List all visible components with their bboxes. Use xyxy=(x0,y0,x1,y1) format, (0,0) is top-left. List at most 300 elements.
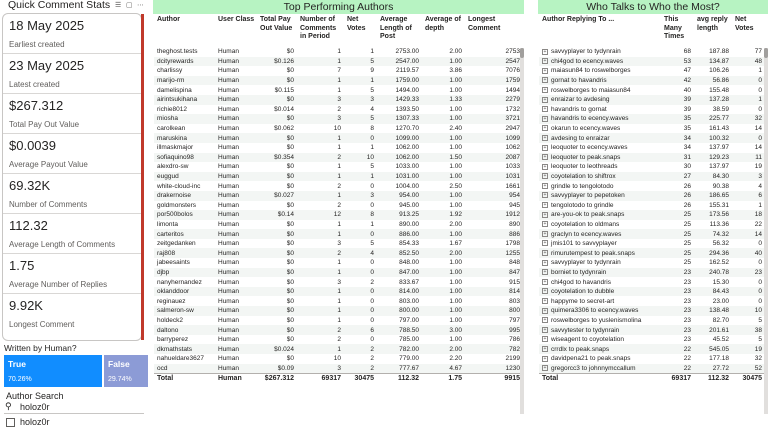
expand-icon[interactable]: + xyxy=(543,115,547,122)
expand-icon[interactable]: + xyxy=(543,230,547,237)
column-header-average-depth[interactable]: Average of depth xyxy=(425,16,461,32)
table-row[interactable] xyxy=(154,258,523,268)
table-row[interactable] xyxy=(539,143,765,153)
expand-icon[interactable]: + xyxy=(543,154,547,161)
table-row[interactable] xyxy=(154,344,523,354)
table-cell: 35 xyxy=(661,114,694,124)
table-cell: drakernoise xyxy=(154,191,215,201)
table-cell: marijo-rm xyxy=(154,76,215,86)
table-row[interactable] xyxy=(154,277,523,287)
table-cell: 788.50 xyxy=(377,325,422,335)
table-row[interactable] xyxy=(154,114,523,124)
expand-icon[interactable]: + xyxy=(543,307,547,314)
table-cell xyxy=(539,220,661,230)
table-cell: 8 xyxy=(344,210,377,220)
table-cell: 155.31 xyxy=(709,201,729,209)
table-cell: 2.50 xyxy=(449,182,462,190)
table-cell: carteritos xyxy=(154,229,215,239)
table-cell: Human xyxy=(218,220,239,228)
table-cell: 2.00 xyxy=(449,220,462,228)
table-row[interactable] xyxy=(539,210,765,220)
table-cell: 240.78 xyxy=(694,268,732,278)
table-row[interactable] xyxy=(539,229,765,239)
table-cell: 1004.00 xyxy=(395,182,419,190)
pair-label: rimurutempest to peak.snaps xyxy=(551,249,635,257)
table-cell: 0 xyxy=(758,278,762,286)
table-cell: $0 xyxy=(286,220,294,228)
table-cell: $0 xyxy=(286,163,294,171)
human-true-segment[interactable] xyxy=(4,355,102,387)
table-cell: $0 xyxy=(257,306,297,316)
table-cell: 2 xyxy=(297,153,344,163)
table-row[interactable] xyxy=(539,268,765,278)
table-cell: 2753 xyxy=(505,48,520,56)
expand-icon[interactable]: + xyxy=(543,345,547,352)
table-row[interactable] xyxy=(539,124,765,134)
expand-icon[interactable]: + xyxy=(543,77,547,84)
table-cell: 0 xyxy=(758,297,762,305)
expand-icon[interactable]: + xyxy=(543,67,547,74)
table-cell: 915 xyxy=(509,278,520,286)
table-row[interactable] xyxy=(539,47,765,57)
pair-label: savvyplayer to pepetoken xyxy=(551,192,625,200)
table-cell: illmaskmajor xyxy=(157,144,194,152)
stat-value: 18 May 2025 xyxy=(9,18,85,33)
table-cell: 35 xyxy=(683,125,691,133)
table-cell: 113.36 xyxy=(709,220,729,228)
table-cell: 1.00 xyxy=(422,191,465,201)
stat-value: 1.75 xyxy=(9,258,35,273)
total-cell: Total xyxy=(539,373,661,384)
stats-header xyxy=(0,0,148,12)
table-cell: 12 xyxy=(297,210,344,220)
table-cell: 1 xyxy=(337,297,341,305)
table-row[interactable] xyxy=(154,181,523,191)
table-row[interactable] xyxy=(539,85,765,95)
author-option[interactable] xyxy=(6,417,146,429)
column-header-net-votes[interactable]: Net Votes xyxy=(735,16,754,32)
table-row[interactable] xyxy=(154,57,523,67)
table-cell: 10 xyxy=(732,306,765,316)
table-cell: 1 xyxy=(758,67,762,75)
table-cell: 1.00 xyxy=(449,201,462,209)
table-row[interactable] xyxy=(539,325,765,335)
pair-label: savvyplayer to tydynrain xyxy=(551,48,621,56)
pair-label: havandris to gornat xyxy=(551,105,607,113)
table-cell: 10 xyxy=(333,125,341,133)
table-cell: zeitgedanken xyxy=(157,240,196,248)
table-cell: 1.00 xyxy=(449,144,462,152)
table-cell: 2 xyxy=(297,248,344,258)
table-cell: 1255 xyxy=(465,248,523,258)
table-row[interactable] xyxy=(539,57,765,67)
table-cell xyxy=(539,239,661,249)
table-cell: 1 xyxy=(337,163,341,171)
table-cell: Human xyxy=(215,344,257,354)
total-cell: 69317 xyxy=(661,373,694,384)
table-cell xyxy=(539,316,661,326)
more-options-icon[interactable]: ⋯ xyxy=(137,2,144,9)
table-cell: 25 xyxy=(661,229,694,239)
table-row[interactable] xyxy=(539,316,765,326)
table-cell: 1.00 xyxy=(449,316,462,324)
table-cell: 100.32 xyxy=(694,133,732,143)
table-cell: theghost.tests xyxy=(157,48,198,56)
table-row[interactable] xyxy=(154,287,523,297)
pair-label: grindle to tengolotodo xyxy=(551,182,614,190)
table-row[interactable] xyxy=(539,153,765,163)
total-cell: 30475 xyxy=(732,373,765,384)
table-cell: daltono xyxy=(154,325,215,335)
stat-label: Longest Comment xyxy=(9,320,75,329)
human-chart-title: Written by Human? xyxy=(4,343,77,353)
column-header-average-length[interactable]: Average Length of Post xyxy=(380,16,412,40)
table-cell: 162.52 xyxy=(709,259,729,267)
table-cell xyxy=(539,153,661,163)
table-cell: Human xyxy=(218,336,239,344)
table-row[interactable] xyxy=(154,239,523,249)
expand-icon[interactable]: + xyxy=(543,202,547,209)
who-talks-scrollbar[interactable] xyxy=(764,48,768,414)
column-header-user-class[interactable]: User Class xyxy=(218,16,255,23)
table-row[interactable] xyxy=(154,210,523,220)
stat-label: Earliest created xyxy=(9,40,65,49)
table-cell: $0.115 xyxy=(274,86,294,94)
table-cell: Human xyxy=(218,316,239,324)
table-cell: por500bolos xyxy=(154,210,215,220)
expand-icon[interactable]: + xyxy=(543,259,547,266)
table-row[interactable] xyxy=(154,364,523,374)
table-cell: 800 xyxy=(465,306,523,316)
table-row[interactable] xyxy=(154,325,523,335)
expand-icon[interactable]: + xyxy=(543,298,547,305)
table-cell: 1661 xyxy=(505,182,520,190)
table-row[interactable] xyxy=(154,153,523,163)
pair-label: okarun to ecency.waves xyxy=(551,125,621,133)
expand-icon[interactable]: + xyxy=(543,48,547,55)
table-row[interactable] xyxy=(539,220,765,230)
table-cell: 1 xyxy=(297,57,344,67)
table-row[interactable] xyxy=(539,239,765,249)
table-row[interactable] xyxy=(154,66,523,76)
table-cell: 77 xyxy=(754,48,762,56)
table-cell: 9 xyxy=(370,67,374,75)
table-cell: 1.00 xyxy=(449,259,462,267)
expand-icon[interactable]: + xyxy=(543,106,547,113)
table-row[interactable] xyxy=(539,344,765,354)
table-cell: 40 xyxy=(732,248,765,258)
expand-icon[interactable]: + xyxy=(543,96,547,103)
table-cell: 786 xyxy=(509,336,520,344)
table-row[interactable] xyxy=(154,335,523,345)
expand-icon[interactable]: + xyxy=(543,240,547,247)
table-cell: dkmathstats xyxy=(154,344,215,354)
expand-icon[interactable]: + xyxy=(543,163,547,170)
table-cell: 90.38 xyxy=(712,182,729,190)
table-cell: reginauez xyxy=(157,297,186,305)
table-cell: 68 xyxy=(683,48,691,56)
table-cell: $0 xyxy=(286,182,294,190)
table-cell: 1 xyxy=(297,76,344,86)
table-cell: Human xyxy=(215,229,257,239)
table-row[interactable] xyxy=(539,114,765,124)
table-cell xyxy=(539,268,661,278)
table-row[interactable] xyxy=(154,268,523,278)
pair-label: chi4god to ecency.waves xyxy=(551,57,624,65)
table-cell: sofiaquino98 xyxy=(154,153,215,163)
table-cell xyxy=(539,277,661,287)
table-row[interactable] xyxy=(539,133,765,143)
table-row[interactable] xyxy=(154,296,523,306)
table-cell: $0 xyxy=(257,114,297,124)
table-cell: 6 xyxy=(344,325,377,335)
table-cell: 1 xyxy=(297,287,344,297)
table-cell: 1732 xyxy=(505,105,520,113)
table-row[interactable] xyxy=(539,181,765,191)
pair-label: leoquoter to peak.snaps xyxy=(551,153,621,161)
expand-icon[interactable]: + xyxy=(543,269,547,276)
table-cell: 886.00 xyxy=(377,229,422,239)
table-row[interactable] xyxy=(154,191,523,201)
table-cell: 847 xyxy=(465,268,523,278)
table-row[interactable] xyxy=(154,306,523,316)
column-header-longest-comment[interactable]: Longest Comment xyxy=(468,16,501,32)
table-cell: 39 xyxy=(661,95,694,105)
table-row[interactable] xyxy=(539,76,765,86)
table-cell: 137.28 xyxy=(694,95,732,105)
table-cell: 1 xyxy=(297,191,344,201)
table-cell: 2 xyxy=(344,364,377,374)
table-cell: 0 xyxy=(758,259,762,267)
table-cell: 56.86 xyxy=(694,76,732,86)
column-header-avg-reply-length[interactable]: avg reply length xyxy=(697,16,728,32)
table-cell: 30 xyxy=(683,163,691,171)
table-row[interactable] xyxy=(539,354,765,364)
filter-icon[interactable]: ☰ xyxy=(115,2,122,9)
table-row[interactable] xyxy=(154,133,523,143)
table-cell: 5 xyxy=(370,240,374,248)
table-row[interactable] xyxy=(539,248,765,258)
table-cell: 1.33 xyxy=(422,95,465,105)
table-row[interactable] xyxy=(539,296,765,306)
written-by-human-chart xyxy=(2,343,148,387)
pair-label: graclyn to ecency.waves xyxy=(551,230,622,238)
table-row[interactable] xyxy=(539,172,765,182)
pair-label: savvytester to tydynrain xyxy=(551,326,620,334)
expand-icon[interactable]: + xyxy=(543,125,547,132)
expand-icon[interactable]: + xyxy=(543,355,547,362)
table-cell: salmeron-sw xyxy=(154,306,215,316)
table-row[interactable] xyxy=(154,162,523,172)
table-row[interactable] xyxy=(154,354,523,364)
table-cell: 0 xyxy=(370,297,374,305)
table-row[interactable] xyxy=(154,229,523,239)
table-row[interactable] xyxy=(154,95,523,105)
table-cell: $0 xyxy=(286,48,294,56)
column-header-author[interactable]: Author xyxy=(157,16,180,23)
table-row[interactable] xyxy=(539,66,765,76)
table-row[interactable] xyxy=(154,316,523,326)
table-cell: ocd xyxy=(154,364,215,374)
table-cell: 23 xyxy=(683,316,691,324)
table-row[interactable] xyxy=(154,220,523,230)
table-row[interactable] xyxy=(539,191,765,201)
table-cell: 1.00 xyxy=(449,105,462,113)
table-row[interactable] xyxy=(154,248,523,258)
focus-mode-icon[interactable]: ▢ xyxy=(126,2,133,9)
table-cell: 3 xyxy=(337,240,341,248)
pair-label: leoquoter to ecency.waves xyxy=(551,144,628,152)
table-cell: Human xyxy=(218,67,239,75)
table-cell: 3 xyxy=(297,114,344,124)
scroll-thumb[interactable] xyxy=(520,48,524,58)
expand-icon[interactable]: + xyxy=(543,58,547,65)
table-row[interactable] xyxy=(154,172,523,182)
table-row[interactable] xyxy=(539,287,765,297)
column-header-author-replying-to[interactable]: Author Replying To ... xyxy=(542,16,615,23)
table-cell: 52 xyxy=(732,364,765,374)
top-authors-scrollbar[interactable] xyxy=(520,48,524,414)
table-cell: 74.32 xyxy=(694,229,732,239)
pair-label: are-you-ok to peak.snaps xyxy=(551,211,625,219)
pair-label: coyotelation to shiftrox xyxy=(551,173,616,181)
table-cell: 0 xyxy=(370,336,374,344)
expand-icon[interactable]: + xyxy=(543,211,547,218)
table-cell: 1 xyxy=(344,76,377,86)
table-cell: 1307.33 xyxy=(377,114,422,124)
column-header-total-payout[interactable]: Total Pay Out Value xyxy=(260,16,293,32)
expand-icon[interactable]: + xyxy=(543,192,547,199)
table-cell: $0.14 xyxy=(257,210,297,220)
table-row[interactable] xyxy=(539,306,765,316)
table-cell: 42 xyxy=(661,76,694,86)
table-cell: maruskina xyxy=(154,133,215,143)
table-cell: 32 xyxy=(732,114,765,124)
table-cell: 1.00 xyxy=(422,229,465,239)
stat-card-earliest-created xyxy=(3,14,141,54)
pair-label: chi4god to havandris xyxy=(551,278,611,286)
table-row[interactable] xyxy=(154,124,523,134)
table-cell: 1230 xyxy=(465,364,523,374)
table-cell: 26 xyxy=(683,201,691,209)
stat-card-number-of-comments xyxy=(3,174,141,214)
table-row[interactable] xyxy=(539,95,765,105)
table-cell: 0 xyxy=(732,133,765,143)
table-row[interactable] xyxy=(539,364,765,374)
checkbox[interactable] xyxy=(6,418,15,427)
table-row[interactable] xyxy=(154,143,523,153)
table-cell xyxy=(539,105,661,115)
table-cell: 1.00 xyxy=(422,172,465,182)
table-cell: 161.43 xyxy=(709,125,729,133)
human-false-segment[interactable] xyxy=(104,355,148,387)
expand-icon[interactable]: + xyxy=(543,173,547,180)
expand-icon[interactable]: + xyxy=(543,250,547,257)
table-cell: 23 xyxy=(661,268,694,278)
table-row[interactable] xyxy=(154,105,523,115)
table-row[interactable] xyxy=(539,105,765,115)
table-cell: $0 xyxy=(286,259,294,267)
column-header-times[interactable]: This Many Times xyxy=(664,16,685,40)
table-cell: 23 xyxy=(683,336,691,344)
table-cell: 3.00 xyxy=(422,325,465,335)
author-search-input[interactable] xyxy=(4,401,144,414)
expand-icon[interactable]: + xyxy=(543,288,547,295)
table-cell: euggud xyxy=(154,172,215,182)
table-cell: 954 xyxy=(465,191,523,201)
table-cell: 1 xyxy=(337,220,341,228)
table-row[interactable] xyxy=(539,277,765,287)
table-cell: $0 xyxy=(257,287,297,297)
expand-icon[interactable]: + xyxy=(543,144,547,151)
expand-icon[interactable]: + xyxy=(543,221,547,228)
table-cell: Human xyxy=(215,172,257,182)
table-cell: 1 xyxy=(337,259,341,267)
table-cell: 913.25 xyxy=(377,210,422,220)
table-cell: 19 xyxy=(732,344,765,354)
table-cell: $0 xyxy=(286,316,294,324)
human-false-percent: 29.74% xyxy=(108,376,132,383)
table-cell: 1099 xyxy=(465,133,523,143)
expand-icon[interactable]: + xyxy=(543,336,547,343)
author-search-slicer xyxy=(0,388,148,430)
table-row[interactable] xyxy=(539,201,765,211)
table-cell: 2.00 xyxy=(422,344,465,354)
column-header-number-of-comments[interactable]: Number of Comments in Period xyxy=(300,16,337,40)
table-cell: 2279 xyxy=(465,95,523,105)
table-row[interactable] xyxy=(154,76,523,86)
table-cell xyxy=(539,47,661,57)
table-cell xyxy=(539,306,661,316)
table-row[interactable] xyxy=(154,85,523,95)
table-cell: 1031.00 xyxy=(377,172,422,182)
stats-cards-container[interactable] xyxy=(2,13,142,341)
table-row[interactable] xyxy=(539,258,765,268)
expand-icon[interactable]: + xyxy=(543,278,547,285)
expand-icon[interactable]: + xyxy=(543,364,547,371)
table-cell: 1.00 xyxy=(422,268,465,278)
table-cell: $0 xyxy=(286,201,294,209)
table-cell: richie8012 xyxy=(157,105,187,113)
table-cell: 2 xyxy=(337,105,341,113)
column-header-net-votes[interactable]: Net Votes xyxy=(347,16,366,32)
table-row[interactable] xyxy=(539,162,765,172)
expand-icon[interactable]: + xyxy=(543,134,547,141)
expand-icon[interactable]: + xyxy=(543,86,547,93)
table-cell: $0 xyxy=(257,325,297,335)
expand-icon[interactable]: + xyxy=(543,182,547,189)
table-cell xyxy=(539,364,661,374)
table-cell: 782 xyxy=(465,344,523,354)
pair-label: avdesing to enraizar xyxy=(551,134,610,142)
pair-label: borniet to tydynrain xyxy=(551,268,607,276)
table-cell: Human xyxy=(218,86,239,94)
table-row[interactable] xyxy=(539,335,765,345)
table-cell: 890 xyxy=(509,220,520,228)
scroll-thumb[interactable] xyxy=(764,48,768,58)
table-cell: Human xyxy=(215,248,257,258)
table-row[interactable] xyxy=(154,201,523,211)
expand-icon[interactable]: + xyxy=(543,326,547,333)
table-cell: Human xyxy=(215,191,257,201)
expand-icon[interactable]: + xyxy=(543,317,547,324)
table-cell: 1.50 xyxy=(422,153,465,163)
table-row[interactable] xyxy=(154,47,523,57)
stats-scrollbar[interactable] xyxy=(141,14,144,340)
table-cell: 847.00 xyxy=(377,268,422,278)
table-cell: 1.67 xyxy=(449,240,462,248)
stat-value: 23 May 2025 xyxy=(9,58,85,73)
